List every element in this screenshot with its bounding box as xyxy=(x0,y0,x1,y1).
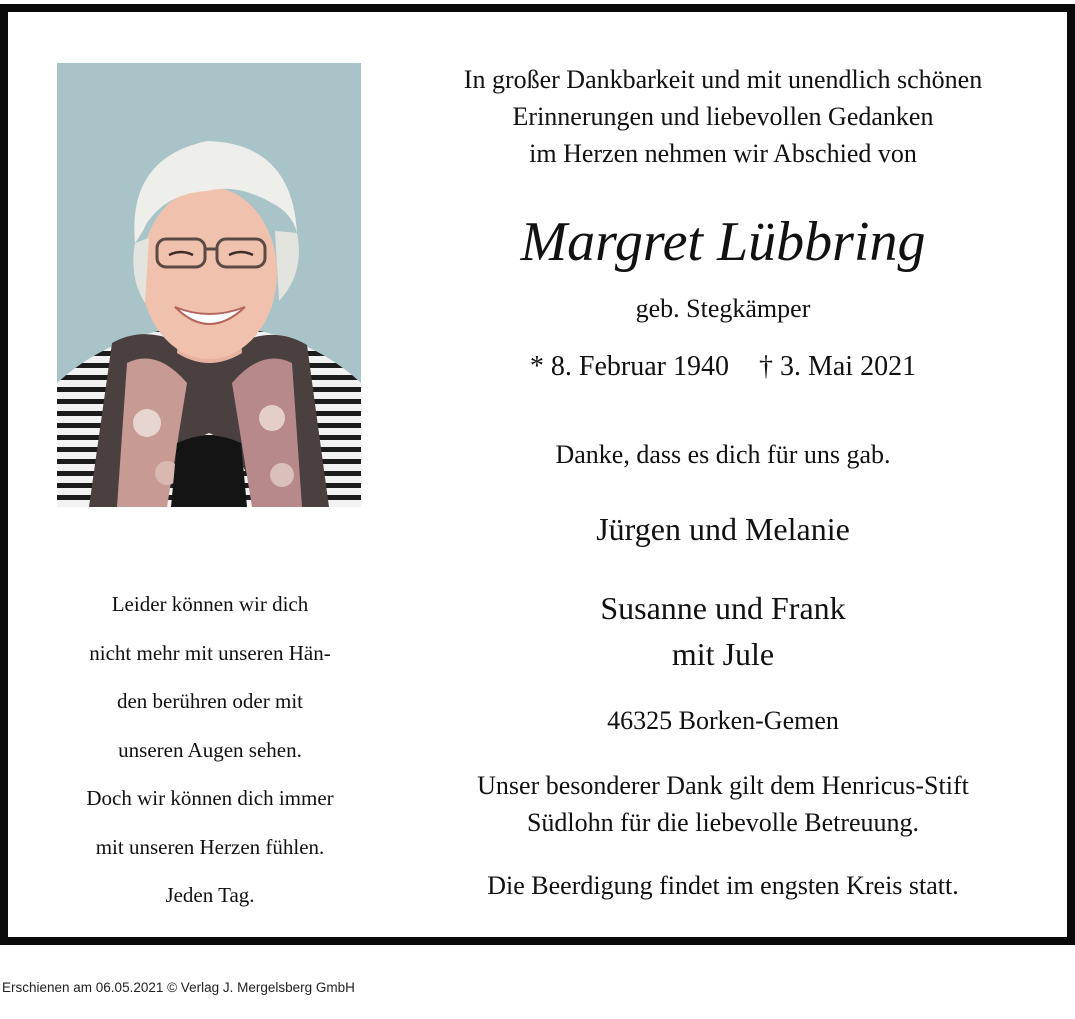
family-line-1: Jürgen und Melanie xyxy=(596,511,850,547)
intro-line: Erinnerungen und liebevollen Gedanken xyxy=(512,102,934,131)
poem-line: unseren Augen sehen. xyxy=(118,737,302,762)
poem-line: den berühren oder mit xyxy=(116,689,304,713)
thanks-text: Danke, dass es dich für uns gab. xyxy=(555,440,891,469)
funeral-notice: Die Beerdigung findet im engsten Kreis statt. xyxy=(487,871,959,900)
special-thanks xyxy=(403,767,1043,841)
poem-line: Leider können wir dich xyxy=(111,592,309,616)
special-thanks-line: Unser besonderer Dank gilt dem Henricus-Stift xyxy=(477,771,969,800)
poem-line: mit unseren Herzen fühlen. xyxy=(95,834,325,859)
intro-line: im Herzen nehmen wir Abschied von xyxy=(529,139,917,168)
poem xyxy=(40,580,380,920)
family-group-2 xyxy=(403,585,1043,677)
poem-line: Jeden Tag. xyxy=(165,883,255,907)
family-line-2: Susanne und Frank xyxy=(600,590,846,626)
portrait-photo xyxy=(57,63,361,507)
deceased-name: Margret Lübbring xyxy=(520,211,926,273)
obituary-card xyxy=(0,4,1075,945)
poem-line: nicht mehr mit unseren Hän- xyxy=(89,640,331,665)
intro-text xyxy=(403,61,1043,172)
poem-line: Doch wir können dich immer xyxy=(86,786,334,810)
intro-line: In großer Dankbarkeit und mit unendlich schönen xyxy=(463,65,983,94)
birth-date: * 8. Februar 1940 xyxy=(529,351,729,382)
life-dates xyxy=(403,349,1043,385)
publication-footer: Erschienen am 06.05.2021 © Verlag J. Mergelsberg GmbH xyxy=(2,980,355,995)
special-thanks-line: Südlohn für die liebevolle Betreuung. xyxy=(526,808,920,837)
family-line-3: mit Jule xyxy=(671,636,775,672)
death-date: † 3. Mai 2021 xyxy=(758,351,917,382)
birth-name: geb. Stegkämper xyxy=(635,294,811,323)
place: 46325 Borken-Gemen xyxy=(607,706,839,735)
